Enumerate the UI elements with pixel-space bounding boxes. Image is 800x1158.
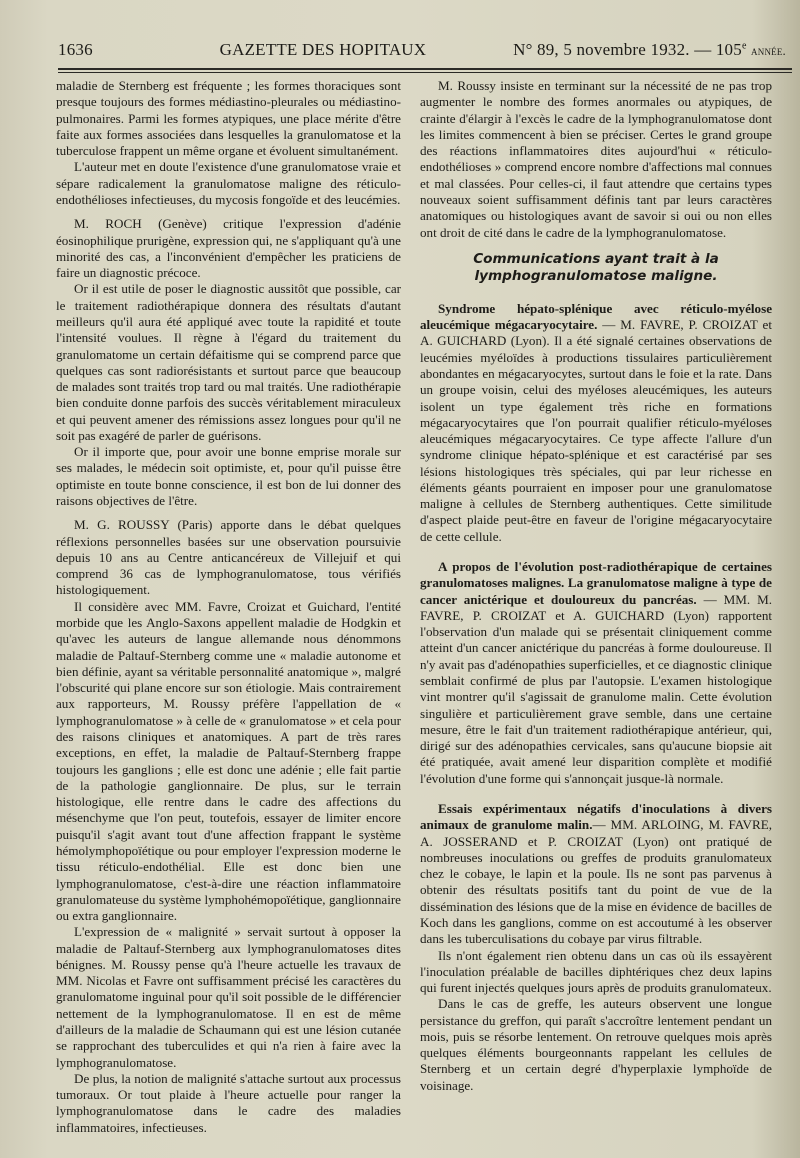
page-number: 1636 — [58, 40, 93, 59]
issue-suffix: e — [741, 40, 747, 52]
paragraph: M. Roussy insiste en terminant sur la nécessité de ne pas trop augmenter le nombre des formes anormales ou atypiques, de crainte d'élargir à l'excès le cadre de la lymphogranulomatose dont les limites commencent à bien se préciser. Certes le grand groupe des réactions inflammatoires dites aujourd'hui « réticulo-endothélioses » comprend encore nombre d'affections mal connues et mal classées. Pour celles-ci, il faut attendre que certains types nouveaux soient suffisamment définis tant par leurs caractères anatomiques ou histologiques avant de savoir si oui ou non elles ont droit de cité dans le cadre de la lymphogranulomatose. — [420, 78, 772, 240]
communication — [420, 301, 772, 545]
paragraph: De plus, la notion de malignité s'attache surtout aux processus tumoraux. Or tout plaide à l'heure actuelle pour ranger la lymphogranulomatose dans le cadre des maladies inflammatoires, infectieuses. — [56, 1070, 401, 1135]
communication-body: — MM. M. FAVRE, P. CROIZAT et A. GUICHARD (Lyon) rapportent l'observation d'un malade qui se présentait cliniquement comme atteint d'un cancer anictérique du pancréas à forme douloureuse. Il n'y avait pas d'adénopathies superficielles, et ce diagnostic clinique semblait confirmé de plus par l'autopsie. L'examen histologique vint montrer qu'il s'agissait de granulome malin. Cette évolution singulière et particulièrement grave semble, dans une certaine mesure, être le fait d'un traitement radiothérapique antérieur, qui, dirigé sur des adénopathies cervicales, sans qu'aucune biopsie ait été pratiquée, avait amené leur disparition complète et modifié l'évolution d'une forme qui s'annonçait jusque-là normale. — [420, 591, 772, 786]
paragraph: L'expression de « malignité » servait surtout à opposer la maladie de Paltauf-Sternberg aux lymphogranulomatoses dites bénignes. M. Roussy pense qu'à l'heure actuelle les travaux de MM. Nicolas et Favre ont suffisamment précisé les caractères du granulomatome inguinal pour qu'il soit possible de le différencier nettement de la lymphogranulomatose. Il en est de même d'ailleurs de la maladie de Schaumann qui est une lésion cutanée se rapprochant des tuberculides et qui n'a rien à faire avec la lymphogranulomatose. — [56, 924, 401, 1070]
paragraph: Il considère avec MM. Favre, Croizat et Guichard, l'entité morbide que les Anglo-Saxons appellent maladie de Hodgkin et qu'avec les auteurs de langue allemande nous dénommons maladie de Paltauf-Sternberg comme une « maladie autonome et bien définie, ayant sa véritable personnalité anatomique », malgré l'obscurité qui plane encore sur son étiologie. Mais contrairement aux rapporteurs, M. Roussy préfère l'appellation de « lymphogranulomatose » à celle de « granulomatose » et cela pour des raisons cliniques et anatomiques. A part de très rares exceptions, en effet, la maladie de Paltauf-Sternberg frappe toujours les ganglions ; elle est donc une adénie ; elle fait partie de la pathologie ganglionnaire. De plus, sur le terrain histologique, elle rentre dans le cadre des affections du mésenchyme que l'on peut, toutefois, essayer de limiter encore puisqu'il s'agit avant tout d'une affection frappant le système hémolymphopoïétique ou pour employer l'expression moderne le tissu réticulo-endothélial. Elle est donc bien une lymphogranulomatose, c'est-à-dire une réaction inflammatoire granulomateuse du système lymphohémopoïétique, ganglionnaire ou extra ganglionnaire. — [56, 598, 401, 924]
left-column — [56, 78, 401, 1136]
communication-body: — MM. ARLOING, M. FAVRE, A. JOSSERAND et P. CROIZAT (Lyon) ont pratiqué de nombreuses inoculations ou greffes de produits granulomateux chez le cobaye, le lapin et la poule. Ils ne sont pas parvenus à obtenir des résultats positifs tant du point de vue de la dissémination des lésions que de la mise en évidence de bacilles de Koch dans les ganglions, comme on est accoutumé à les observer dans les tuberculisations du cobaye par virus filtrable. — [420, 817, 772, 947]
header-rule-thick — [58, 68, 792, 70]
communication — [420, 801, 772, 948]
year-label: année. — [751, 43, 786, 58]
paragraph: Or il importe que, pour avoir une bonne emprise morale sur ses malades, le médecin soit optimiste, et, pour qu'il puisse être optimiste en toute bonne conscience, il est bon de lui donner des raisons objectives de l'être. — [56, 444, 401, 509]
communication-title: A propos de l'évolution post-radiothérapique de certaines granulomatoses malignes. La granulomatose maligne à type de cancer anictérique et douloureux du pancréas. — [420, 559, 772, 607]
paragraph: maladie de Sternberg est fréquente ; les formes thoraciques sont presque toujours des formes médiastino-pleurales ou médiastino-pulmonaires. Parmi les formes atypiques, une place mérite d'être faite aux formes associées dans lesquelles la granulomatose et la tuberculose frappent un même organe et évoluent simultanément. — [56, 78, 401, 159]
paragraph: Ils n'ont également rien obtenu dans un cas où ils essayèrent l'inoculation préalable de bacilles diphtériques chez deux lapins qui furent injectés quelques jours après de produits granulomateux. — [420, 947, 772, 996]
communication-title: Essais expérimentaux négatifs d'inoculations à divers animaux de granulome malin. — [420, 800, 772, 833]
journal-title: GAZETTE DES HOPITAUX — [219, 40, 427, 59]
header-rule-thin — [58, 72, 792, 73]
paragraph: L'auteur met en doute l'existence d'une granulomatose vraie et sépare radicalement la granulomatose maligne des réticulo-endothélioses infectieuses, du mycosis fongoïde et des leucémies. — [56, 159, 401, 207]
communication-body: — M. FAVRE, P. CROIZAT et A. GUICHARD (Lyon). Il a été signalé certaines observations de leucémies myéloïdes à productions tissulaires particulièrement abondantes en mégacaryocytes, surtout dans le foie et la rate. Dans un groupe voisin, celui des myéloses aleucémiques, les auteurs isolent un type également très riche en formations mégacaryocytaires que l'on pourrait qualifier réticulo-myéloses aleucémiques mégacaryocytaires. Ce type affecte l'allure d'un syndrome clinique hépato-splénique et est caractérisé par ses lésions histologiques très spéciales, qui par leur richesse en éléments géants pourraient en imposer pour une granulomatose maligne à cellules de Sternberg authentiques. Cette similitude d'aspect plaide peut-être en faveur de l'origine mégacaryocytaire de cette cellule. — [420, 317, 772, 544]
right-column — [420, 78, 772, 1094]
paragraph: M. ROCH (Genève) critique l'expression d'adénie éosinophilique prurigène, expression qui, ne s'appliquant qu'à une minorité des cas, a l'inconvénient d'empêcher les praticiens de faire un diagnostic précoce. — [56, 216, 401, 281]
communication — [420, 559, 772, 787]
page-header — [58, 40, 786, 66]
issue-info — [513, 40, 786, 60]
paragraph: M. G. ROUSSY (Paris) apporte dans le débat quelques réflexions personnelles basées sur une observation poursuivie depuis 10 ans au Centre anticancéreux de Villejuif et qui comprend 36 cas de lymphogranulomatose, tous vérifiés histologiquement. — [56, 517, 401, 598]
paragraph: Dans le cas de greffe, les auteurs observent une longue persistance du greffon, qui paraît s'accroître lentement pendant un mois, puis se résorbe lentement. On retrouve quelques mois après quelques éléments bourgeonnants rappelant les cellules de Sternberg et un certain degré d'hyperplaxie lymphoïde de voisinage. — [420, 996, 772, 1093]
communication-title: Syndrome hépato-splénique avec réticulo-myélose aleucémique mégacaryocytaire. — [420, 300, 772, 333]
issue-text: N° 89, 5 novembre 1932. — 105 — [513, 40, 742, 59]
paragraph: Or il est utile de poser le diagnostic aussitôt que possible, car le traitement radiothérapique donnera des résultats d'autant meilleurs qu'il aura été appliqué avec toute la rapidité et toute l'intensité voulues. Il règne à l'égard du traitement du granulomatome un certain défaitisme qui se comprend parce que quelques cas sont radiorésistants et surtout parce que beaucoup de malades sont traités trop tard ou mal traités. Une radiothérapie bien conduite donne parfois des succès véritablement miraculeux et qui peuvent amener des rémissions assez longues pour qu'il ne soit pas exagéré de parler de guérisons. — [56, 281, 401, 443]
section-title: Communications ayant trait à la lymphogranulomatose maligne. — [473, 250, 719, 284]
